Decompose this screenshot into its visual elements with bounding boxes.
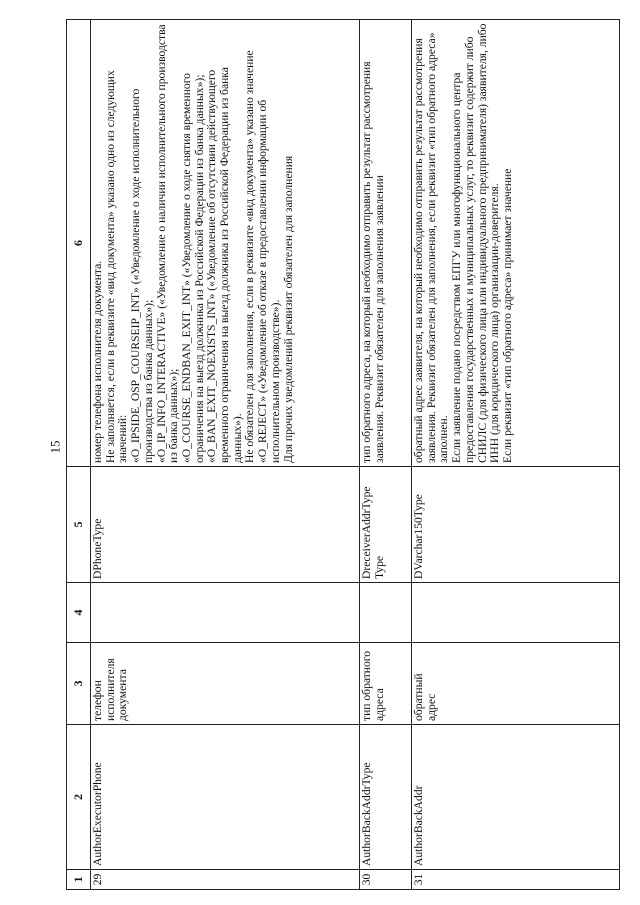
row-number: 29 <box>91 870 360 890</box>
header-col-4: 4 <box>67 583 91 643</box>
row-element-name: AuthorExecutorPhone <box>91 725 360 870</box>
header-col-3: 3 <box>67 643 91 725</box>
description-line: обратный адрес заявителя, на который необходимо отправить результат рассмотрения заявления. Реквизит обязателен для заполнения, если реквизит «тип обратного адреса» заполнен. <box>412 32 451 463</box>
header-col-1: 1 <box>67 870 91 890</box>
row-label: обратный адрес <box>412 643 620 725</box>
row-number: 30 <box>360 870 412 890</box>
description-line: тип обратного адреса, на который необходимо отправить результат рассмотрения заявления. Реквизит обязателен для заполнения заявлении <box>360 61 386 463</box>
table-row <box>412 20 620 890</box>
description-line: «O_IPSIDE_OSP_COURSEIP_INT» («Уведомление о ходе исполнительного производства из банка данных»); <box>129 88 155 463</box>
row-col4 <box>412 583 620 643</box>
table-header-row <box>67 20 91 890</box>
description-line: «O_BAN_EXIT_NOEXISTS_INT» («Уведомление об отсутствии действующего временного ограничения на выезд должника из Российской Федерации из банка данных»). <box>205 67 244 463</box>
description-line: Если реквизит «тип обратного адреса» принимает значение <box>500 168 514 463</box>
requisites-table <box>66 19 620 890</box>
description-line: Для прочих уведомлений реквизит обязателен для заполнения <box>281 155 295 463</box>
row-type: DPhoneType <box>91 467 360 583</box>
row-label: тип обратного адреса <box>360 643 412 725</box>
description-line: Не обязателен для заполнения, если в реквизите «вид документа» указано значение «O_REJECT» («Уведомление об отказе в предоставлении информации об исполнительном производстве»). <box>243 50 282 463</box>
row-description <box>360 20 412 467</box>
row-number: 31 <box>412 870 620 890</box>
page-number: 15 <box>47 440 63 454</box>
table-wrapper <box>66 20 620 890</box>
description-line: «O_COURSE_ENDBAN_EXIT_INT» («Уведомление о ходе снятия временного ограничения на выезд должника из Российской Федерации из банка данных»); <box>179 73 206 463</box>
row-element-name: AuthorBackAddr <box>412 725 620 870</box>
rotated-table-area <box>66 20 620 890</box>
header-col-5: 5 <box>67 467 91 583</box>
row-col4 <box>91 583 360 643</box>
table-row <box>91 20 360 890</box>
description-line: «O_IP_INFO_INTERACTIVE» («Уведомление о наличии исполнительного производства из банка данных»); <box>154 24 181 463</box>
header-col-2: 2 <box>67 725 91 870</box>
description-line: номер телефона исполнителя документа. <box>91 260 104 463</box>
header-col-6: 6 <box>67 20 91 467</box>
row-type: DVarchar150Type <box>412 467 620 583</box>
row-type: DreceiverAddrType Type <box>360 467 412 583</box>
description-line: Не заполняется, если в реквизите «вид документа» указано одно из следующих значений: <box>103 70 130 463</box>
row-element-name: AuthorBackAddrType <box>360 725 412 870</box>
description-line: Если заявление подано посредством ЕПГУ или многофункционального центра предоставления государственных и муниципальных услуг, то реквизит содержит либо СНИЛС (для физического лица или индивидуального предпринимателя) заявителя, либо ИНН (для юридического лица) организации-доверителя. <box>450 23 502 463</box>
row-col4 <box>360 583 412 643</box>
table-row <box>360 20 412 890</box>
row-description <box>412 20 620 467</box>
row-label: телефон исполнителя документа <box>91 643 360 725</box>
row-description <box>91 20 360 467</box>
